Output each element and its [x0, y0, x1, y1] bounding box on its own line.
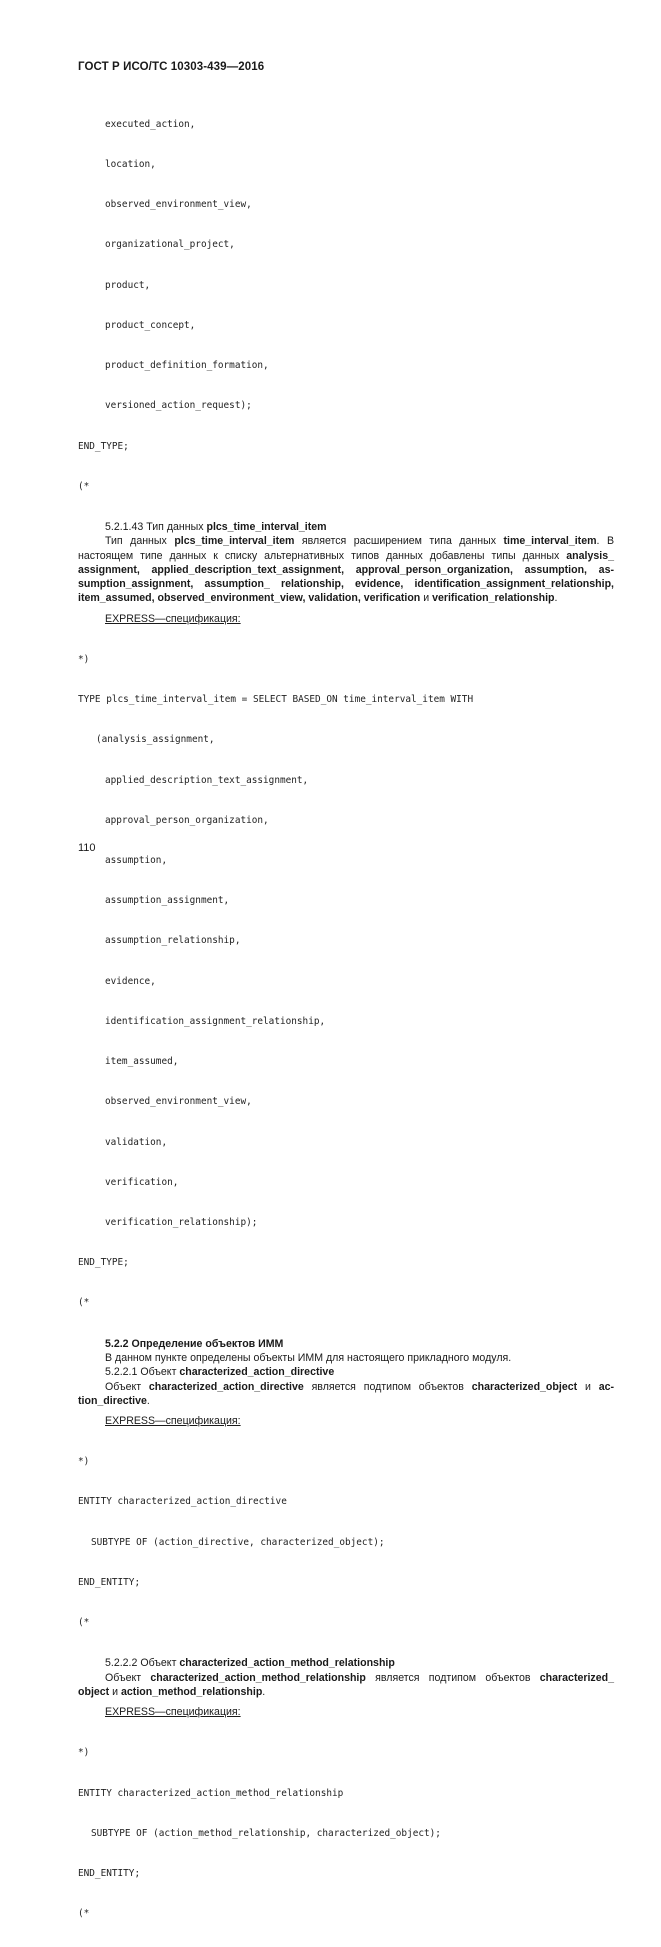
paragraph-5-2-1-43 [78, 534, 614, 605]
section-name: characterized_action_method_relationship [179, 1657, 395, 1670]
text-run: characterized_action_directive [148, 1380, 304, 1393]
code-line: product_definition_formation, [105, 360, 269, 372]
text-run: и [109, 1685, 122, 1698]
text-run: является подтипом объектов [365, 1671, 540, 1684]
code-line: (* [78, 480, 90, 492]
code-line: assumption_assignment, [105, 895, 230, 907]
section-heading-5-2-2-1 [78, 1365, 614, 1379]
section-heading-5-2-2-2 [78, 1656, 614, 1670]
text-run: characterized_action_method_relationship [150, 1671, 366, 1684]
text-run: characterized_object [471, 1380, 578, 1393]
section-number: 5.2.2.2 Объект [105, 1657, 180, 1670]
code-line: evidence, [105, 975, 156, 987]
text-run: . [554, 592, 558, 605]
code-line: END_TYPE; [78, 440, 129, 452]
text-run: analysis_ assignment, applied_description_text_assignment, approval_person_organization, assumption, as-sumption_assignment, assumption_ relationship, evidence, identification_assignment_relationship, item_assumed, observed_environment_view, validation, verification [78, 549, 614, 605]
code-block-entity-directive [78, 1428, 614, 1656]
code-line: verification, [105, 1176, 179, 1188]
text-run: Тип данных [105, 535, 175, 548]
code-line: organizational_project, [105, 239, 235, 251]
code-line: *) [78, 653, 90, 665]
code-line: *) [78, 1747, 90, 1759]
text-run: Объект [105, 1380, 149, 1393]
code-line: TYPE plcs_time_interval_item = SELECT BASED_ON time_interval_item WITH [78, 694, 474, 706]
text-run: является расширением типа данных [294, 535, 504, 548]
text-run: Объект [105, 1671, 151, 1684]
text-run: является подтипом объектов [303, 1380, 472, 1393]
code-line: item_assumed, [105, 1056, 179, 1068]
code-line: assumption_relationship, [105, 935, 241, 947]
code-line: ENTITY characterized_action_method_relationship [78, 1787, 344, 1799]
paragraph-5-2-2: В данном пункте определены объекты ИММ для настоящего прикладного модуля. [105, 1351, 512, 1364]
section-heading-5-2-2: 5.2.2 Определение объектов ИММ [105, 1337, 284, 1350]
code-line: (* [78, 1908, 90, 1920]
section-number: 5.2.2.1 Объект [105, 1366, 180, 1379]
express-spec-label: EXPRESS—спецификация: [105, 612, 241, 625]
code-line: verification_relationship); [105, 1216, 258, 1228]
code-line: observed_environment_view, [105, 199, 252, 211]
section-name: plcs_time_interval_item [206, 521, 327, 533]
code-line: location, [105, 159, 156, 171]
code-line: product, [105, 279, 151, 291]
section-name: characterized_action_directive [179, 1366, 335, 1379]
code-line: observed_environment_view, [105, 1096, 252, 1108]
text-run: . В настоящем типе данных к списку альтернативных типов данных добавлены типы данных [78, 535, 615, 562]
code-block-plcs-type [78, 626, 614, 1337]
express-spec-label: EXPRESS—спецификация: [105, 1706, 241, 1719]
text-run: . [146, 1394, 150, 1407]
paragraph-5-2-2-2 [78, 1671, 614, 1700]
code-line: END_TYPE; [78, 1257, 129, 1269]
code-line: versioned_action_request); [105, 400, 252, 412]
code-line: identification_assignment_relationship, [105, 1015, 326, 1027]
code-line: (analysis_assignment, [96, 734, 215, 746]
code-line: executed_action, [105, 118, 196, 130]
text-run: time_interval_item [503, 535, 597, 548]
code-line: assumption, [105, 854, 168, 866]
code-line: SUBTYPE OF (action_method_relationship, characterized_object); [91, 1827, 441, 1839]
code-line: validation, [105, 1136, 168, 1148]
page-content [78, 91, 614, 1947]
code-line: (* [78, 1297, 90, 1309]
code-line: ENTITY characterized_action_directive [78, 1496, 287, 1508]
code-block-entity-method-relationship [78, 1719, 614, 1947]
code-line: product_concept, [105, 319, 196, 331]
text-run: verification_relationship [432, 592, 555, 605]
text-run: . [262, 1685, 266, 1698]
code-line: SUBTYPE OF (action_directive, characterized_object); [91, 1536, 385, 1548]
code-line: END_ENTITY; [78, 1576, 141, 1588]
page-number: 110 [78, 842, 96, 854]
text-run: ac-tion_directive [78, 1380, 614, 1407]
text-run: plcs_time_interval_item [174, 535, 295, 548]
code-line: *) [78, 1456, 90, 1468]
code-line: applied_description_text_assignment, [105, 774, 309, 786]
text-run: и [420, 592, 433, 605]
code-line: approval_person_organization, [105, 814, 269, 826]
section-number: 5.2.1.43 Тип данных [105, 521, 207, 533]
express-spec-label: EXPRESS—спецификация: [105, 1415, 241, 1428]
text-run: и [577, 1380, 599, 1393]
text-run: characterized_ object [78, 1671, 614, 1698]
text-run: action_method_relationship [121, 1685, 263, 1698]
code-line: END_ENTITY; [78, 1867, 141, 1879]
code-line: (* [78, 1617, 90, 1629]
section-heading-5-2-1-43 [78, 520, 614, 534]
paragraph-5-2-2-1 [78, 1380, 614, 1409]
document-header: ГОСТ Р ИСО/ТС 10303-439—2016 [78, 61, 265, 73]
code-block-type-end [78, 91, 614, 520]
